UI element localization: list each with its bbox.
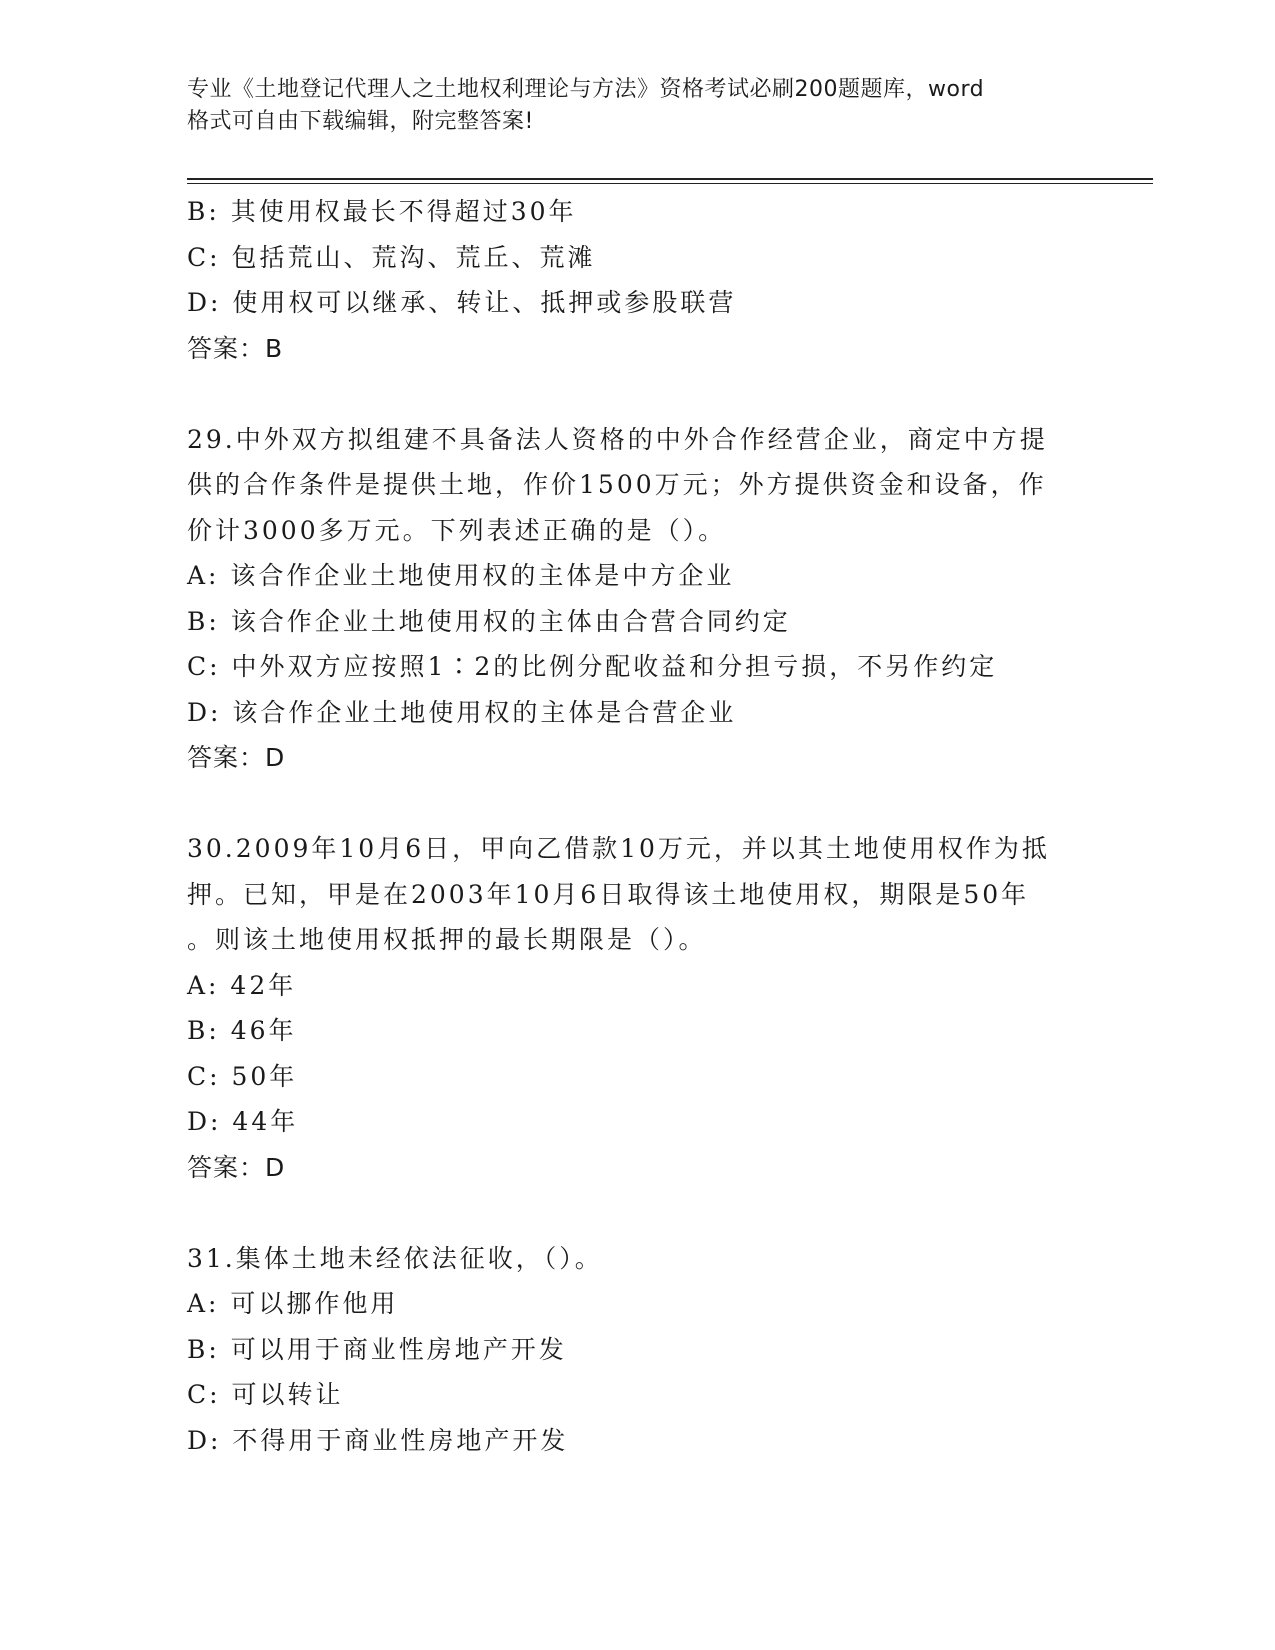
header-title-line-2: 格式可自由下载编辑，附完整答案! xyxy=(187,109,534,134)
question-28-partial xyxy=(187,189,1087,371)
question-29 xyxy=(187,417,1087,781)
document-header xyxy=(187,74,1087,138)
question-31-option-a: A: 可以挪作他用 xyxy=(187,1289,399,1318)
header-divider-thin xyxy=(187,183,1153,184)
header-title-line-1: 专业《土地登记代理人之土地权利理论与方法》资格考试必刷200题题库，word xyxy=(187,77,985,102)
question-29-stem-line-2: 供的合作条件是提供土地，作价1500万元；外方提供资金和设备，作 xyxy=(187,470,1047,499)
spacer xyxy=(187,1190,1087,1236)
question-29-answer: 答案：D xyxy=(187,743,286,772)
question-31-stem-line-1: 31.集体土地未经依法征收，（）。 xyxy=(187,1243,603,1273)
question-30 xyxy=(187,826,1087,1190)
question-30-option-a: A: 42年 xyxy=(187,970,297,1000)
question-30-option-b: B: 46年 xyxy=(187,1016,297,1045)
spacer xyxy=(187,371,1087,417)
question-30-stem-line-2: 押。已知，甲是在2003年10月6日取得该土地使用权，期限是50年 xyxy=(187,879,1030,909)
question-29-option-a: A: 该合作企业土地使用权的主体是中方企业 xyxy=(187,561,735,590)
question-31-option-d: D: 不得用于商业性房地产开发 xyxy=(187,1425,569,1455)
question-29-option-b: B: 该合作企业土地使用权的主体由合营合同约定 xyxy=(187,606,791,636)
spacer xyxy=(187,781,1087,827)
document-body xyxy=(187,189,1087,1463)
question-31 xyxy=(187,1236,1087,1464)
question-29-option-d: D: 该合作企业土地使用权的主体是合营企业 xyxy=(187,697,737,727)
question-28-option-d: D: 使用权可以继承、转让、抵押或参股联营 xyxy=(187,288,737,317)
question-29-option-c: C: 中外双方应按照1∶2的比例分配收益和分担亏损，不另作约定 xyxy=(187,652,998,681)
question-31-option-b: B: 可以用于商业性房地产开发 xyxy=(187,1334,567,1364)
question-30-option-c: C: 50年 xyxy=(187,1061,298,1091)
question-31-option-c: C: 可以转让 xyxy=(187,1380,344,1409)
question-29-stem-line-3: 价计3000多万元。下列表述正确的是（）。 xyxy=(187,515,727,545)
question-29-stem-line-1: 29.中外双方拟组建不具备法人资格的中外合作经营企业，商定中方提 xyxy=(187,424,1048,454)
question-30-stem-line-1: 30.2009年10月6日，甲向乙借款10万元，并以其土地使用权作为抵 xyxy=(187,834,1050,863)
question-30-option-d: D: 44年 xyxy=(187,1107,299,1136)
question-28-option-b: B: 其使用权最长不得超过30年 xyxy=(187,197,577,226)
question-30-stem-line-3: 。则该土地使用权抵押的最长期限是（）。 xyxy=(187,925,707,954)
header-divider-thick xyxy=(187,178,1153,180)
question-30-answer: 答案：D xyxy=(187,1152,286,1182)
question-28-option-c: C: 包括荒山、荒沟、荒丘、荒滩 xyxy=(187,242,596,272)
question-28-answer: 答案：B xyxy=(187,333,284,363)
